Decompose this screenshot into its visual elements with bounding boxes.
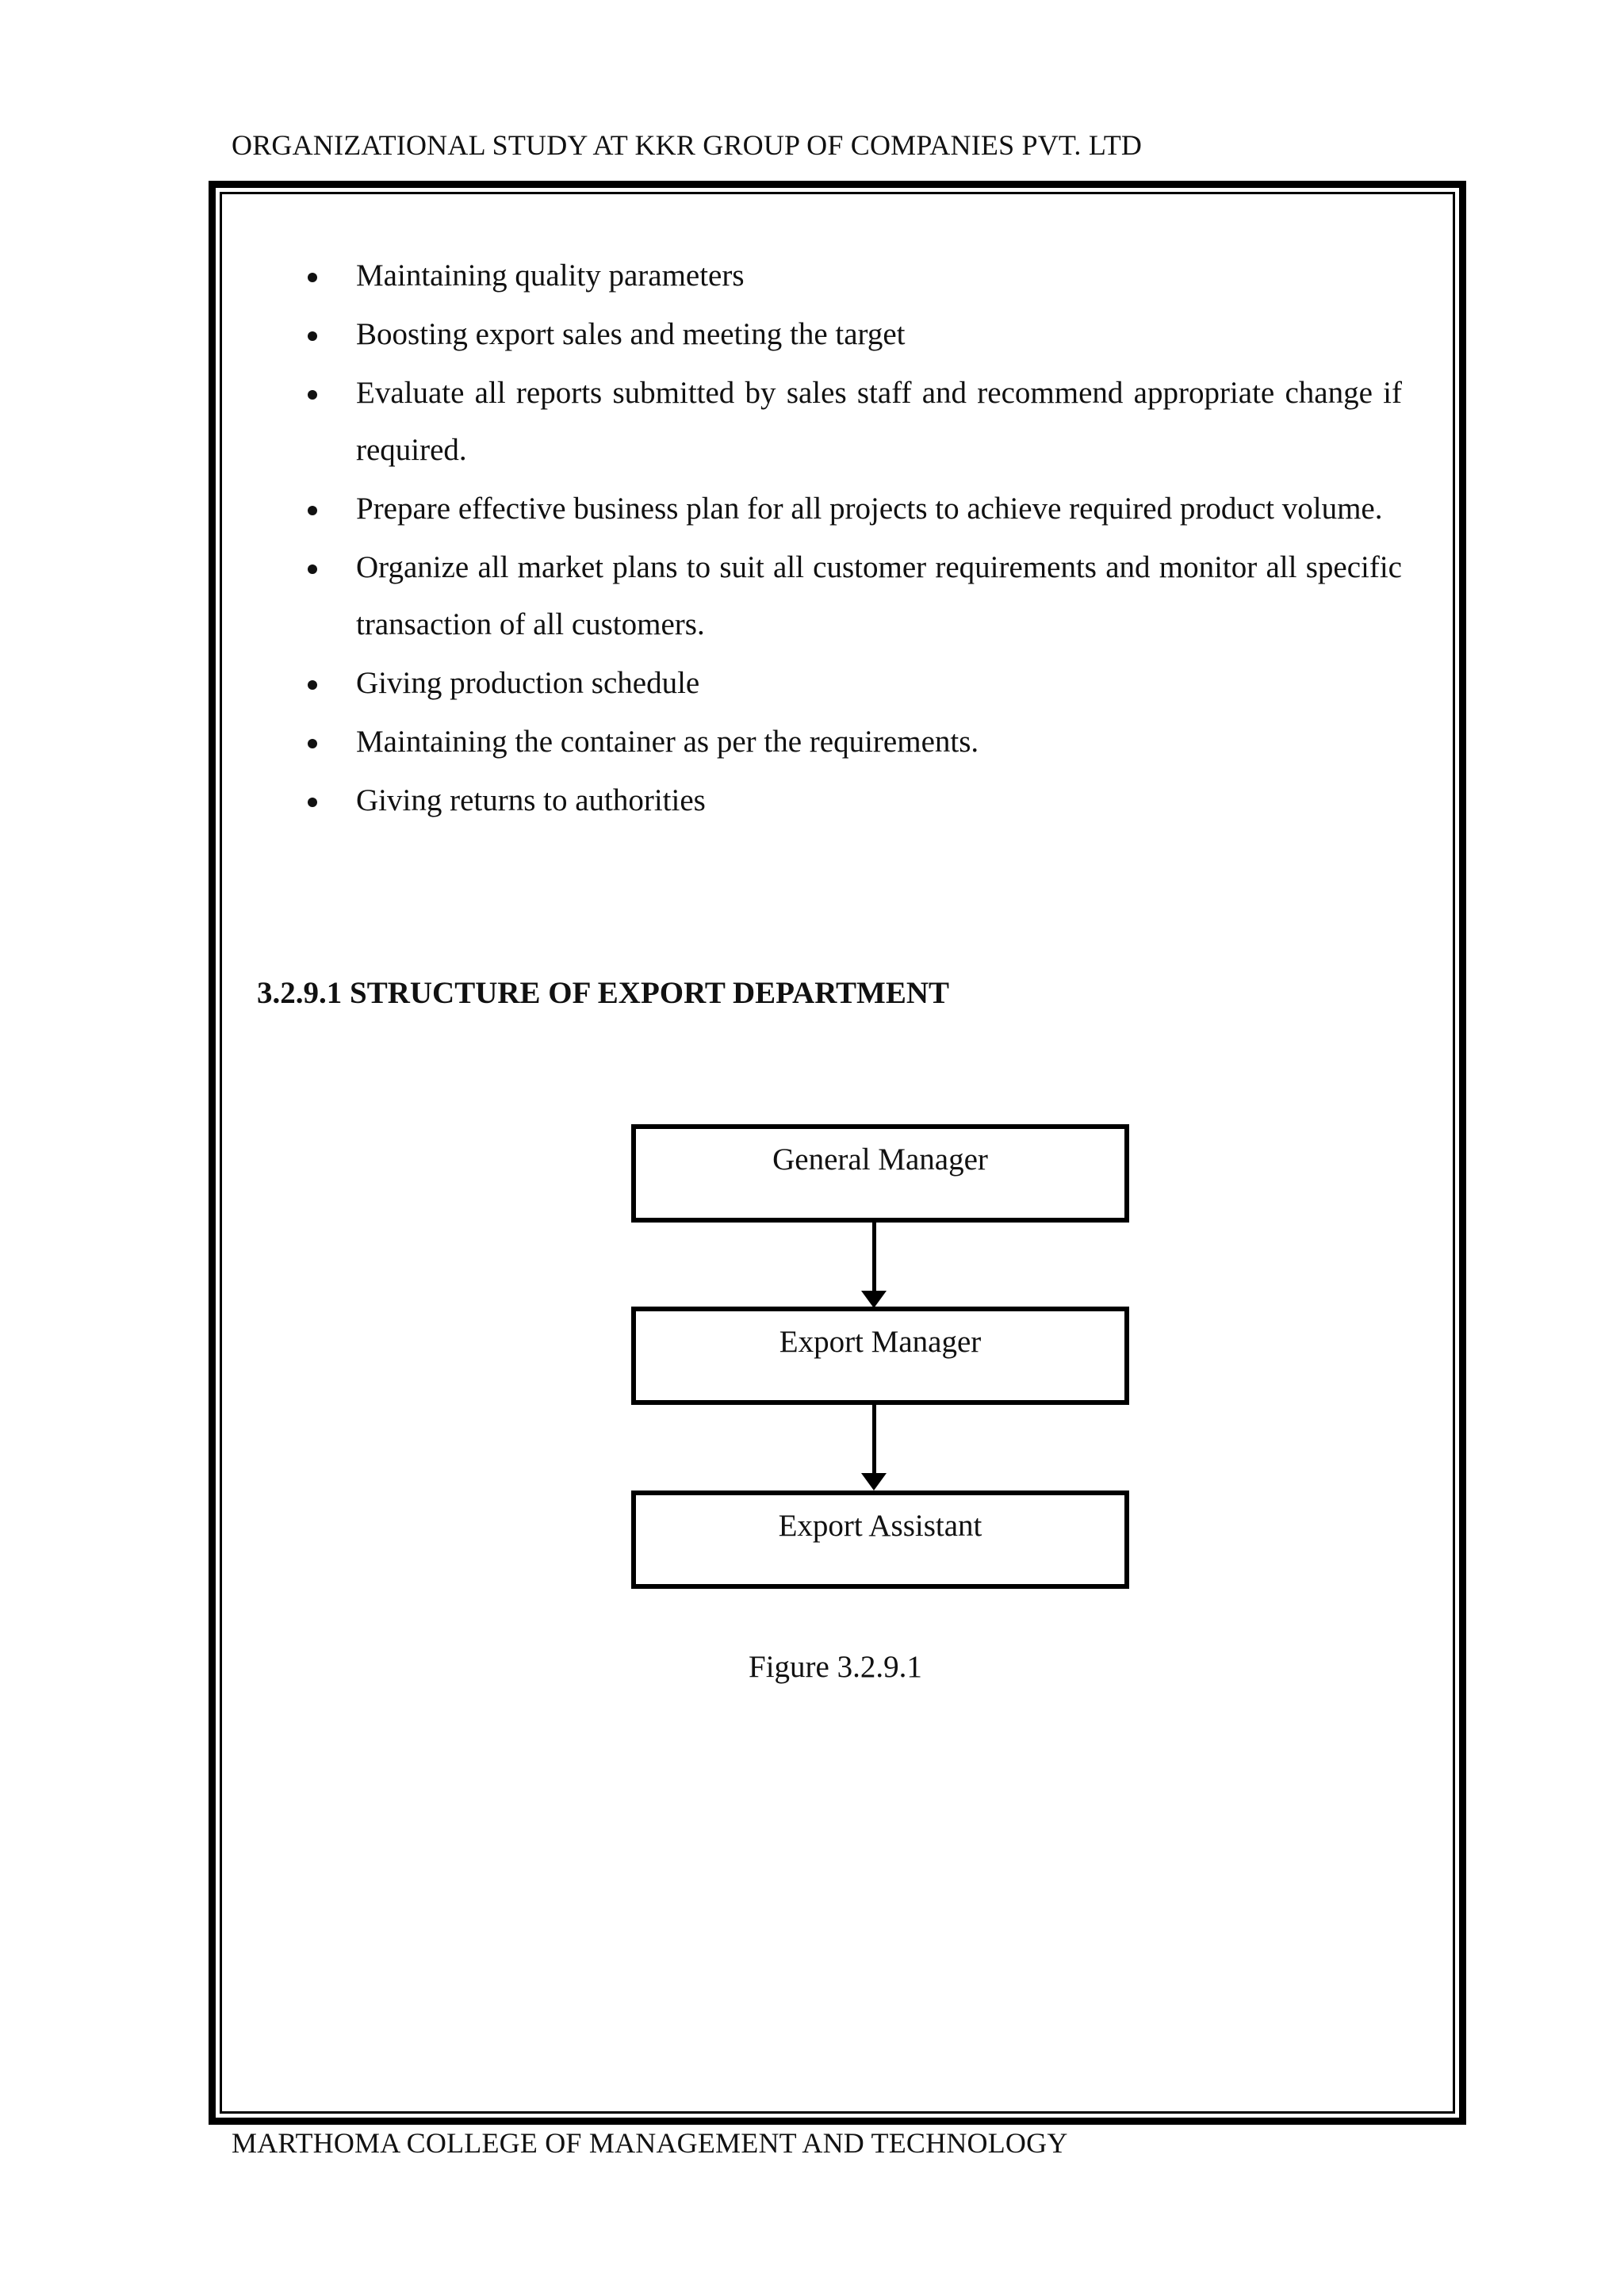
responsibilities-list bbox=[301, 247, 1402, 831]
list-item-text: Prepare effective business plan for all projects to achieve required product volume. bbox=[356, 492, 1383, 526]
org-node-general-manager: General Manager bbox=[631, 1124, 1129, 1223]
list-item bbox=[301, 247, 1402, 304]
arrow-down-icon bbox=[861, 1291, 887, 1308]
org-node-export-manager: Export Manager bbox=[631, 1307, 1129, 1405]
list-item bbox=[301, 480, 1402, 538]
bullet-icon bbox=[308, 564, 317, 574]
connector-line bbox=[872, 1223, 876, 1302]
list-item bbox=[301, 714, 1402, 771]
list-item-text: Maintaining the container as per the requirements. bbox=[356, 725, 979, 759]
page-footer: MARTHOMA COLLEGE OF MANAGEMENT AND TECHNOLOGY bbox=[232, 2127, 1068, 2159]
bullet-icon bbox=[308, 506, 317, 515]
org-node-export-assistant: Export Assistant bbox=[631, 1490, 1129, 1589]
list-item-text: Giving production schedule bbox=[356, 666, 700, 700]
list-item bbox=[301, 306, 1402, 363]
list-item bbox=[301, 655, 1402, 712]
bullet-icon bbox=[308, 798, 317, 807]
list-item-text: Evaluate all reports submitted by sales staff and recommend appropriate change if required. bbox=[356, 376, 1402, 467]
bullet-icon bbox=[308, 680, 317, 690]
page-header: ORGANIZATIONAL STUDY AT KKR GROUP OF COMPANIES PVT. LTD bbox=[232, 129, 1143, 161]
list-item-text: Maintaining quality parameters bbox=[356, 258, 745, 293]
arrow-down-icon bbox=[861, 1473, 887, 1490]
section-heading: 3.2.9.1 STRUCTURE OF EXPORT DEPARTMENT bbox=[257, 976, 950, 1010]
list-item bbox=[301, 772, 1402, 829]
list-item-text: Giving returns to authorities bbox=[356, 783, 706, 817]
list-item bbox=[301, 539, 1402, 653]
list-item bbox=[301, 365, 1402, 479]
figure-caption: Figure 3.2.9.1 bbox=[749, 1650, 922, 1684]
bullet-icon bbox=[308, 331, 317, 341]
bullet-icon bbox=[308, 739, 317, 748]
list-item-text: Organize all market plans to suit all customer requirements and monitor all specific transaction of all customers. bbox=[356, 550, 1402, 641]
bullet-icon bbox=[308, 390, 317, 400]
bullet-icon bbox=[308, 273, 317, 282]
list-item-text: Boosting export sales and meeting the target bbox=[356, 317, 906, 351]
